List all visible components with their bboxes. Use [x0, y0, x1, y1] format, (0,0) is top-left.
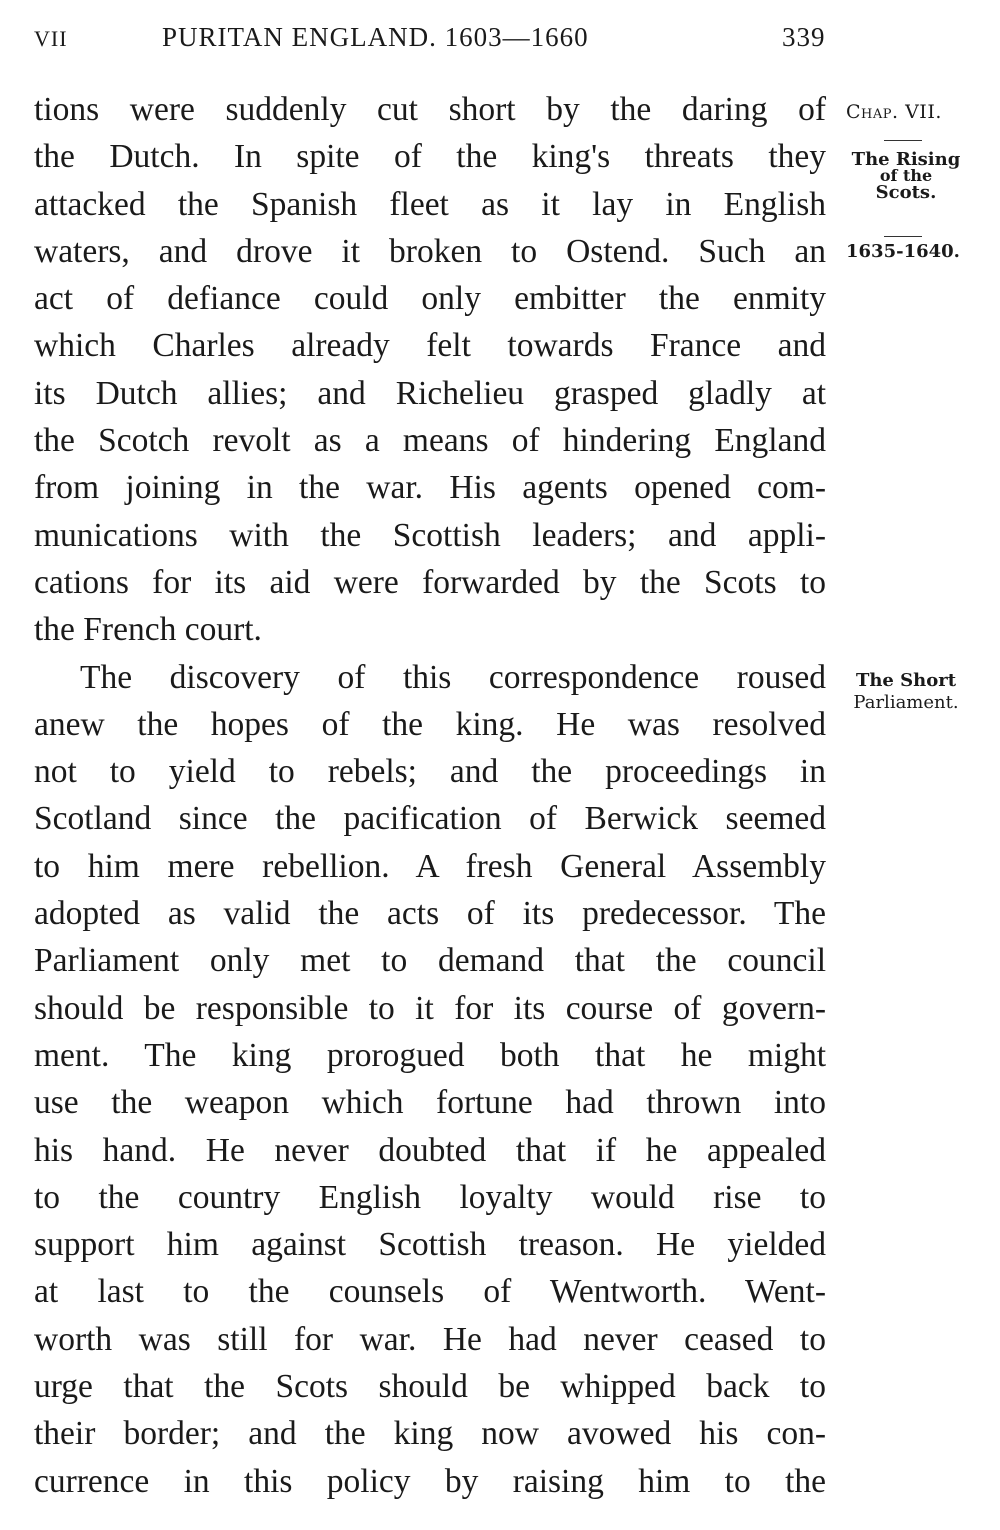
- body-text: [34, 86, 826, 1505]
- text-line: act of defiance could only embitter the enmity: [34, 280, 826, 318]
- text-line: adopted as valid the acts of its predecessor. The: [34, 895, 826, 933]
- text-line: which Charles already felt towards France and: [34, 327, 826, 365]
- text-line: tions were suddenly cut short by the daring of: [34, 91, 826, 128]
- header-chapter: VII: [34, 26, 68, 51]
- text-line: not to yield to rebels; and the proceedings in: [34, 753, 826, 791]
- margin-rule: [884, 236, 922, 237]
- text-line: support him against Scottish treason. He yielded: [34, 1226, 826, 1264]
- text-line: anew the hopes of the king. He was resolved: [34, 705, 826, 743]
- text-line: attacked the Spanish fleet as it lay in English: [34, 185, 826, 223]
- text-line: Scotland since the pacification of Berwick seemed: [34, 800, 826, 838]
- paragraph-2: [34, 654, 826, 1505]
- text-line: currence in this policy by raising him to the: [34, 1462, 826, 1500]
- margin-dates: 1635-1640.: [846, 241, 960, 262]
- text-line: ment. The king prorogued both that he might: [34, 1036, 826, 1074]
- text-line: its Dutch allies; and Richelieu grasped gladly at: [34, 374, 826, 412]
- text-line: urge that the Scots should be whipped back to: [34, 1368, 826, 1406]
- margin-note-line: of the: [879, 166, 933, 185]
- text-line: munications with the Scottish leaders; and appli-: [34, 516, 826, 554]
- margin-note-line: The Rising: [851, 149, 961, 170]
- text-line: from joining in the war. His agents opened com-: [34, 469, 826, 507]
- text-line: waters, and drove it broken to Ostend. Such an: [34, 232, 826, 270]
- text-line: cations for its aid were forwarded by the Scots to: [34, 563, 826, 601]
- text-line: the French court.: [34, 611, 262, 649]
- text-line: the Dutch. In spite of the king's threats they: [34, 138, 826, 176]
- page-number: 339: [782, 22, 826, 52]
- text-line: Parliament only met to demand that the council: [34, 942, 826, 980]
- header-title: PURITAN ENGLAND. 1603—1660: [162, 22, 589, 52]
- margin-note-line: The Short: [855, 670, 957, 691]
- text-line: at last to the counsels of Wentworth. Went-: [34, 1273, 826, 1311]
- margin-note-line: Scots.: [875, 182, 937, 203]
- text-line: their border; and the king now avowed his con-: [34, 1415, 826, 1453]
- margin-rule: [884, 140, 922, 141]
- text-line: should be responsible to it for its course of govern-: [34, 989, 826, 1027]
- text-line: the Scotch revolt as a means of hindering England: [34, 422, 826, 460]
- margin-note-short-parliament: [838, 670, 974, 714]
- margin-note-rising-of-scots: [836, 150, 976, 202]
- running-head: [34, 22, 834, 58]
- margin-chapter-label: Chap. VII.: [846, 101, 942, 123]
- text-line: use the weapon which fortune had thrown into: [34, 1084, 826, 1122]
- paragraph-1: [34, 86, 826, 654]
- margin-note-line: Parliament.: [853, 692, 959, 713]
- text-line: The discovery of this correspondence roused: [80, 658, 826, 696]
- text-line: his hand. He never doubted that if he appealed: [34, 1131, 826, 1169]
- text-line: worth was still for war. He had never ceased to: [34, 1320, 826, 1358]
- text-line: to the country English loyalty would rise to: [34, 1178, 826, 1216]
- text-line: to him mere rebellion. A fresh General Assembly: [34, 847, 826, 885]
